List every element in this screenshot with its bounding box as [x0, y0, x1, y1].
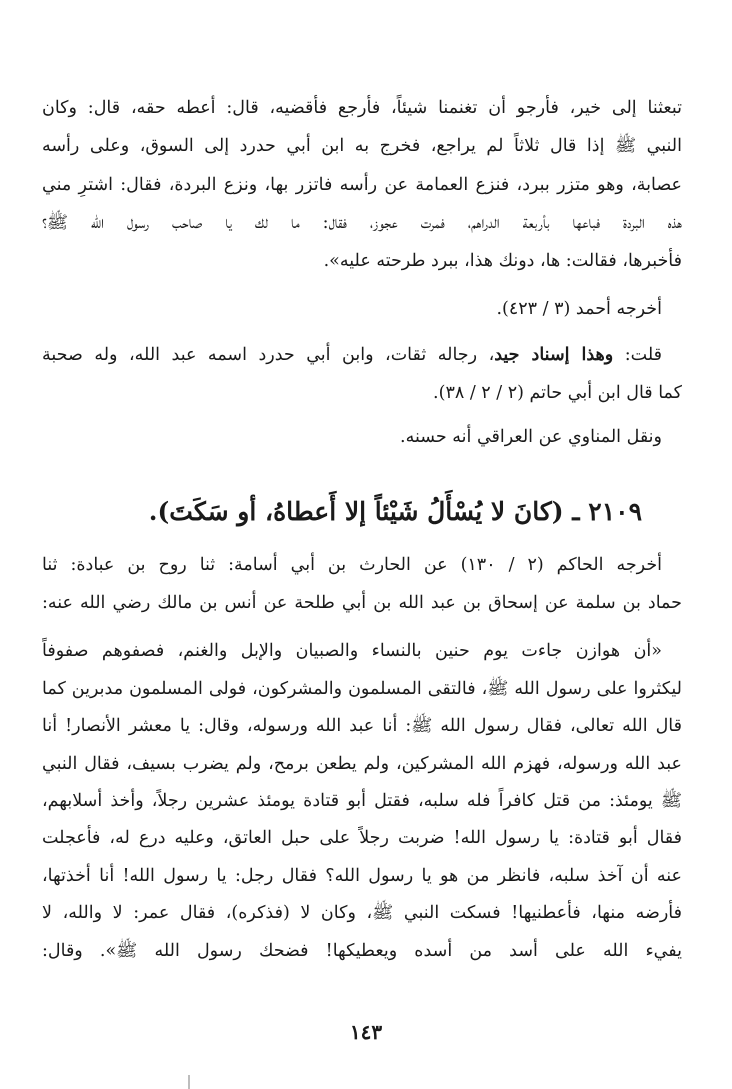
text-line: أخرجه الحاكم (٢ / ١٣٠) عن الحارث بن أبي أسامة: ثنا روح بن عبادة: ثنا	[42, 555, 662, 575]
text-line: قال الله تعالى، فقال رسول الله ﷺ: أنا عبد الله ورسوله، وقال: يا معشر الأنصار! أنا	[42, 716, 682, 736]
text-line: ﷺ يومئذ: من قتل كافراً فله سلبه، فقتل أبو قتادة يومئذ عشرين رجلاً، وأخذ أسلابهم،	[42, 791, 682, 811]
isnad-grade: وهذا إسناد جيد	[494, 345, 614, 365]
text-line: فقال أبو قتادة: يا رسول الله! ضربت رجلاً على حبل العاتق، وعليه درع له، فأعجلت	[42, 828, 682, 848]
text-line: فأرضه منها، فأعطنيها! فسكت النبي ﷺ، وكان لا (فذكره)، فقال عمر: لا والله، لا	[42, 903, 682, 923]
hadith-heading: ٢١٠٩ ـ (كانَ لا يُسْأَلُ شَيْئاً إلا أَعطاهُ، أو سَكَتَ).	[148, 497, 642, 526]
author-comment	[42, 340, 662, 370]
text-line: تبعثنا إلى خير، فأرجو أن تغنمنا شيئاً، فأرجع فأقضيه، قال: أعطه حقه، قال: وكان	[42, 98, 682, 118]
text-line: حماد بن سلمة عن إسحاق بن عبد الله بن أبي طلحة عن أنس بن مالك رضي الله عنه:	[42, 593, 682, 613]
text-line: يفيء الله على أسد من أسده ويعطيكها! فضحك رسول الله ﷺ». وقال:	[42, 941, 682, 961]
text-line: ونقل المناوي عن العراقي أنه حسنه.	[400, 427, 662, 447]
text-line: ليكثروا على رسول الله ﷺ، فالتقى المسلمون والمشركون، فولى المسلمون مدبرين كما	[42, 679, 682, 699]
source-citation: أخرجه أحمد (٣ / ٤٢٣).	[496, 299, 662, 319]
text-line: النبي ﷺ إذا قال ثلاثاً لم يراجع، فخرج به ابن أبي حدرد إلى السوق، وعلى رأسه	[42, 136, 682, 156]
text-line: عبد الله ورسوله، فهزم الله المشركين، ولم يطعن برمح، ولم يضرب بسيف، فقال النبي	[42, 754, 682, 774]
text-line: هذه البردة فباعها بأربعة الدراهم، فمرت عجوز، فقال: ما لك يا صاحب رسول الله ﷺ؟	[42, 213, 682, 233]
text-line: عصابة، وهو متزر ببرد، فنزع العمامة عن رأسه فاتزر بها، ونزع البردة، فقال: اشترِ مني	[42, 175, 682, 195]
text-line: عنه أن آخذ سلبه، فانظر من هو يا رسول الله؟ فقال رجل: يا رسول الله! أنا أخذتها،	[42, 866, 682, 886]
comment-prefix: قلت:	[613, 345, 662, 365]
text-line: فأخبرها، فقالت: ها، دونك هذا، ببرد طرحته عليه».	[323, 251, 682, 271]
text-line: كما قال ابن أبي حاتم (٢ / ٢ / ٣٨).	[433, 383, 682, 403]
page-number: ١٤٣	[349, 1020, 383, 1044]
comment-body: ، رجاله ثقات، وابن أبي حدرد اسمه عبد الله، وله صحبة	[42, 345, 495, 365]
text-line: «أن هوازن جاءت يوم حنين بالنساء والصبيان والإبل والغنم، فصفوهم صفوفاً	[42, 641, 662, 661]
